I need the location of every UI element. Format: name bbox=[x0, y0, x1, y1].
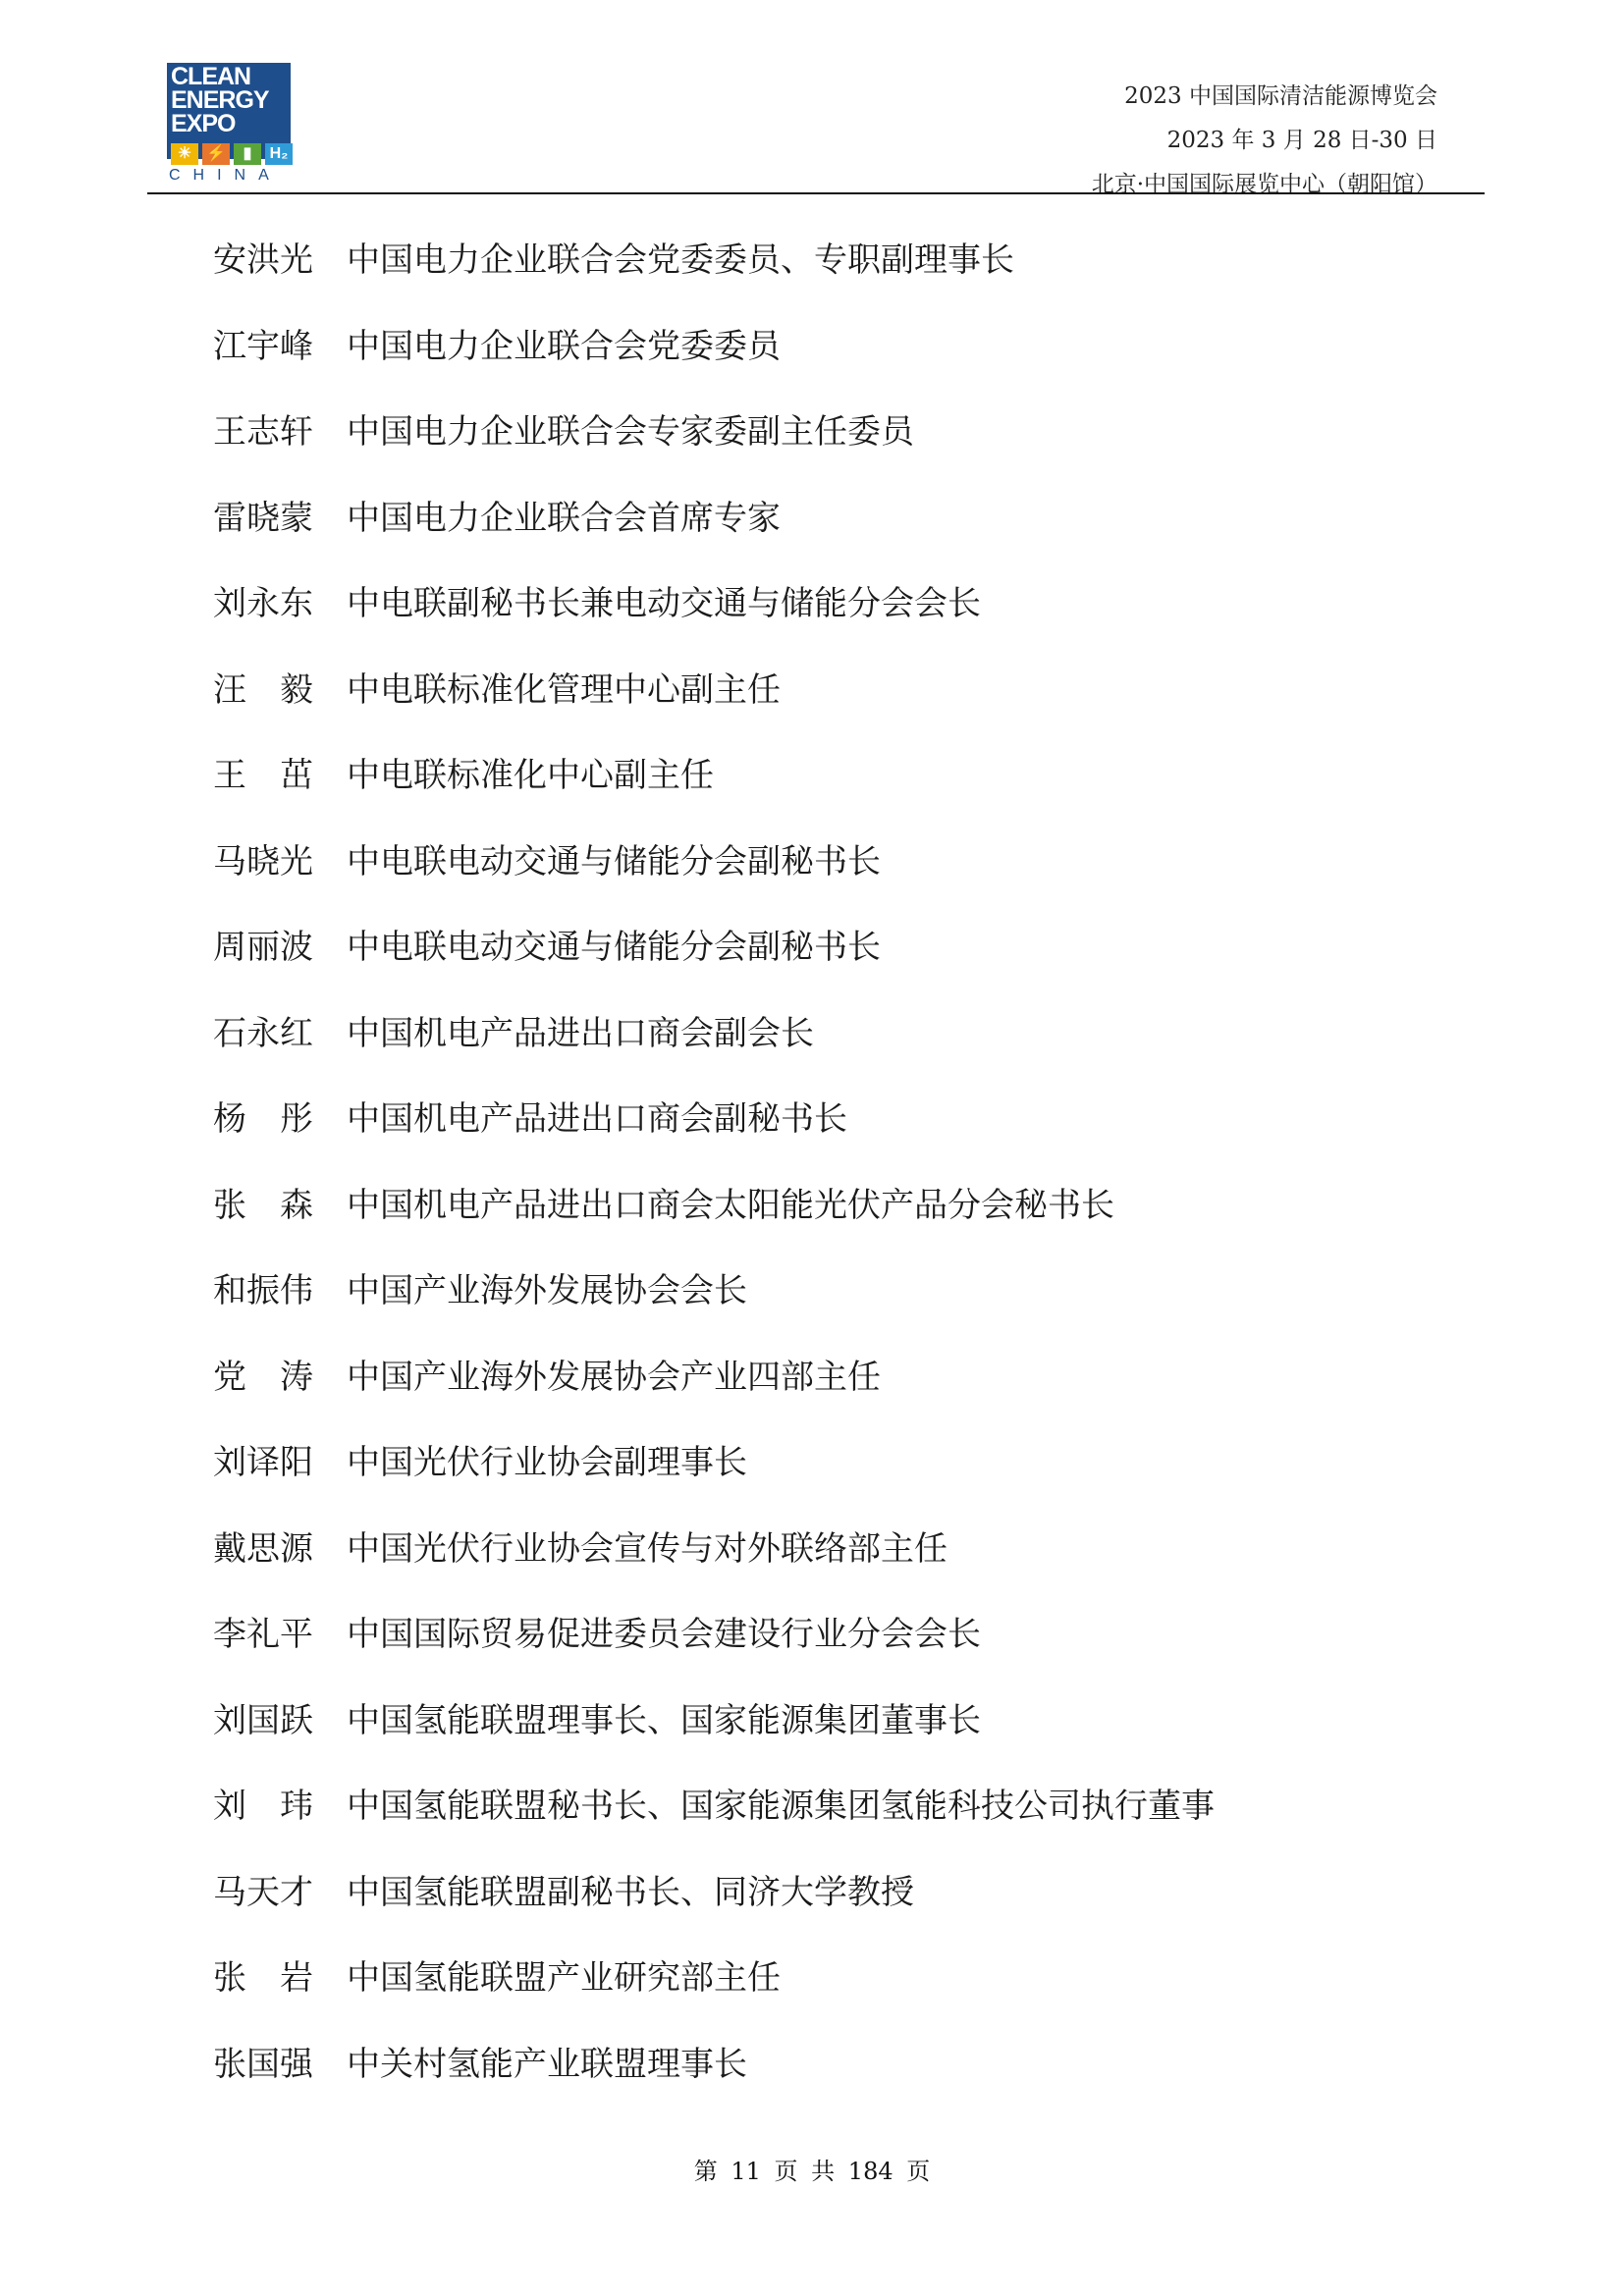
list-item bbox=[213, 1675, 1489, 1761]
logo-country: CHINA bbox=[169, 167, 282, 184]
person-title: 中国电力企业联合会专家委副主任委员 bbox=[347, 412, 914, 453]
person-title: 中电联副秘书长兼电动交通与储能分会会长 bbox=[347, 584, 981, 624]
person-name: 刘国跃 bbox=[213, 1700, 313, 1740]
logo-icon-strip bbox=[171, 143, 293, 165]
list-item bbox=[213, 300, 1489, 387]
list-item bbox=[213, 988, 1489, 1074]
person-title: 中国机电产品进出口商会太阳能光伏产品分会秘书长 bbox=[347, 1185, 1114, 1225]
person-title: 中国氢能联盟产业研究部主任 bbox=[347, 1958, 781, 1999]
event-venue: 北京·中国国际展览中心（朝阳馆） bbox=[1091, 172, 1437, 197]
list-item bbox=[213, 816, 1489, 902]
person-title: 中电联标准化中心副主任 bbox=[347, 756, 714, 796]
attendee-list bbox=[213, 214, 1489, 2104]
person-name: 周丽波 bbox=[213, 928, 313, 968]
person-title: 中国氢能联盟理事长、国家能源集团董事长 bbox=[347, 1700, 981, 1740]
person-name: 刘译阳 bbox=[213, 1443, 313, 1483]
hydrogen-icon: H₂ bbox=[265, 143, 293, 165]
person-title: 中电联标准化管理中心副主任 bbox=[347, 669, 781, 710]
person-name: 安洪光 bbox=[213, 240, 313, 281]
person-name: 王茁 bbox=[213, 756, 347, 796]
solar-icon: ☀ bbox=[171, 143, 198, 165]
person-name: 刘永东 bbox=[213, 584, 313, 624]
person-name: 张森 bbox=[213, 1185, 347, 1225]
list-item bbox=[213, 1159, 1489, 1246]
event-title: 2023 中国国际清洁能源博览会 bbox=[1124, 83, 1437, 109]
list-item bbox=[213, 558, 1489, 644]
person-title: 中国机电产品进出口商会副会长 bbox=[347, 1013, 814, 1053]
event-dates: 2023 年 3 月 28 日-30 日 bbox=[1166, 128, 1437, 153]
header-divider bbox=[147, 192, 1485, 194]
person-title: 中国光伏行业协会副理事长 bbox=[347, 1443, 747, 1483]
storage-icon: ▮ bbox=[234, 143, 261, 165]
person-title: 中国电力企业联合会首席专家 bbox=[347, 498, 781, 538]
list-item bbox=[213, 1932, 1489, 2018]
person-title: 中国电力企业联合会党委委员 bbox=[347, 326, 781, 366]
list-item bbox=[213, 1416, 1489, 1503]
person-title: 中电联电动交通与储能分会副秘书长 bbox=[347, 928, 881, 968]
list-item bbox=[213, 214, 1489, 300]
person-name: 党涛 bbox=[213, 1357, 347, 1397]
person-title: 中国产业海外发展协会产业四部主任 bbox=[347, 1357, 881, 1397]
person-title: 中国电力企业联合会党委委员、专职副理事长 bbox=[347, 240, 1014, 281]
person-name: 李礼平 bbox=[213, 1615, 313, 1655]
person-title: 中国机电产品进出口商会副秘书长 bbox=[347, 1099, 847, 1140]
page-number: 第 11 页 共 184 页 bbox=[693, 2158, 931, 2185]
logo-line-1: CLEAN bbox=[171, 63, 251, 90]
list-item bbox=[213, 1331, 1489, 1417]
person-name: 张国强 bbox=[213, 2044, 313, 2084]
person-title: 中电联电动交通与储能分会副秘书长 bbox=[347, 841, 881, 881]
person-name: 戴思源 bbox=[213, 1528, 313, 1569]
event-header bbox=[1092, 75, 1437, 207]
person-name: 王志轩 bbox=[213, 412, 313, 453]
person-name: 马晓光 bbox=[213, 841, 313, 881]
list-item bbox=[213, 1245, 1489, 1331]
list-item bbox=[213, 1760, 1489, 1846]
list-item bbox=[213, 1503, 1489, 1589]
person-title: 中关村氢能产业联盟理事长 bbox=[347, 2044, 747, 2084]
list-item bbox=[213, 472, 1489, 559]
person-name: 和振伟 bbox=[213, 1271, 313, 1311]
list-item bbox=[213, 901, 1489, 988]
person-title: 中国产业海外发展协会会长 bbox=[347, 1271, 747, 1311]
logo-line-3: EXPO bbox=[171, 110, 236, 137]
person-name: 马天才 bbox=[213, 1872, 313, 1912]
list-item bbox=[213, 2018, 1489, 2105]
person-name: 石永红 bbox=[213, 1013, 313, 1053]
person-name: 江宇峰 bbox=[213, 326, 313, 366]
list-item bbox=[213, 386, 1489, 472]
person-title: 中国光伏行业协会宣传与对外联络部主任 bbox=[347, 1528, 947, 1569]
person-title: 中国国际贸易促进委员会建设行业分会会长 bbox=[347, 1615, 981, 1655]
person-name: 刘玮 bbox=[213, 1787, 347, 1827]
person-name: 汪毅 bbox=[213, 669, 347, 710]
person-name: 张岩 bbox=[213, 1958, 347, 1999]
list-item bbox=[213, 1846, 1489, 1933]
wind-icon: ⚡ bbox=[202, 143, 230, 165]
person-title: 中国氢能联盟秘书长、国家能源集团氢能科技公司执行董事 bbox=[347, 1787, 1215, 1827]
person-title: 中国氢能联盟副秘书长、同济大学教授 bbox=[347, 1872, 914, 1912]
person-name: 雷晓蒙 bbox=[213, 498, 313, 538]
clean-energy-expo-logo bbox=[167, 63, 293, 188]
logo-line-2: ENERGY bbox=[171, 86, 269, 114]
list-item bbox=[213, 1073, 1489, 1159]
list-item bbox=[213, 644, 1489, 730]
list-item bbox=[213, 729, 1489, 816]
logo-badge bbox=[167, 63, 291, 162]
list-item bbox=[213, 1588, 1489, 1675]
person-name: 杨彤 bbox=[213, 1099, 347, 1140]
